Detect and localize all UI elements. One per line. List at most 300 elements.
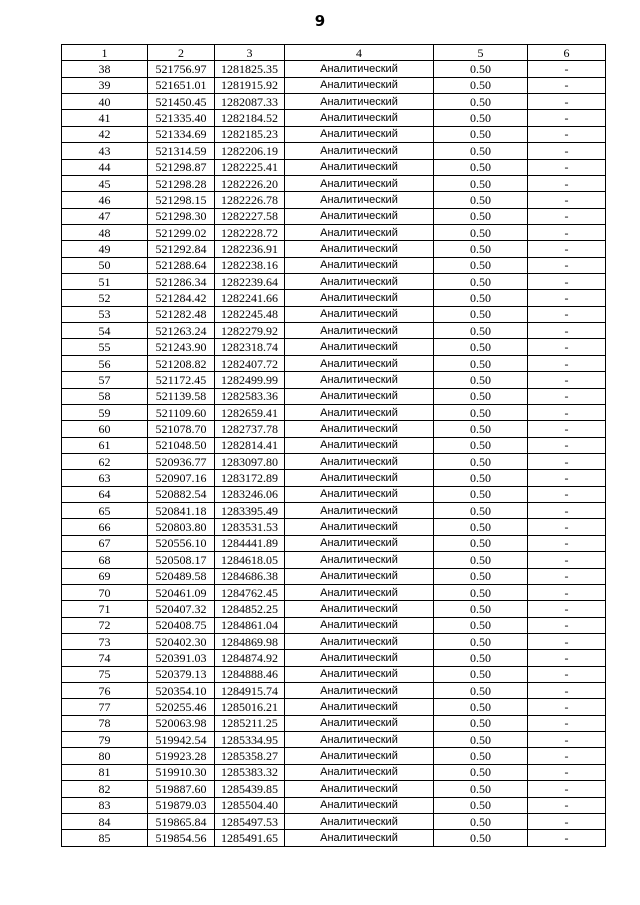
x-coordinate-cell: 520803.80: [148, 519, 215, 535]
y-coordinate-cell: 1282227.58: [215, 208, 285, 224]
accuracy-cell: 0.50: [434, 601, 528, 617]
table-header-row: [62, 45, 606, 61]
x-coordinate-cell: 520379.13: [148, 666, 215, 682]
method-cell: Аналитический: [285, 797, 434, 813]
y-coordinate-cell: 1281915.92: [215, 77, 285, 93]
table-row: [62, 568, 606, 584]
note-cell: -: [528, 781, 606, 797]
table-row: [62, 224, 606, 240]
table-row: [62, 519, 606, 535]
table-row: [62, 650, 606, 666]
method-cell: Аналитический: [285, 584, 434, 600]
table-row: [62, 404, 606, 420]
point-number-cell: 38: [62, 61, 148, 77]
method-cell: Аналитический: [285, 748, 434, 764]
x-coordinate-cell: 520508.17: [148, 552, 215, 568]
accuracy-cell: 0.50: [434, 830, 528, 846]
accuracy-cell: 0.50: [434, 159, 528, 175]
point-number-cell: 53: [62, 306, 148, 322]
table-row: [62, 552, 606, 568]
point-number-cell: 81: [62, 764, 148, 780]
note-cell: -: [528, 699, 606, 715]
note-cell: -: [528, 274, 606, 290]
point-number-cell: 58: [62, 388, 148, 404]
table-row: [62, 421, 606, 437]
note-cell: -: [528, 208, 606, 224]
x-coordinate-cell: 521243.90: [148, 339, 215, 355]
accuracy-cell: 0.50: [434, 552, 528, 568]
accuracy-cell: 0.50: [434, 470, 528, 486]
y-coordinate-cell: 1282239.64: [215, 274, 285, 290]
table-row: [62, 388, 606, 404]
point-number-cell: 78: [62, 715, 148, 731]
y-coordinate-cell: 1282241.66: [215, 290, 285, 306]
accuracy-cell: 0.50: [434, 503, 528, 519]
y-coordinate-cell: 1282226.78: [215, 192, 285, 208]
x-coordinate-cell: 519854.56: [148, 830, 215, 846]
point-number-cell: 51: [62, 274, 148, 290]
y-coordinate-cell: 1284888.46: [215, 666, 285, 682]
accuracy-cell: 0.50: [434, 126, 528, 142]
note-cell: -: [528, 601, 606, 617]
table-row: [62, 732, 606, 748]
method-cell: Аналитический: [285, 633, 434, 649]
method-cell: Аналитический: [285, 224, 434, 240]
method-cell: Аналитический: [285, 208, 434, 224]
x-coordinate-cell: 520255.46: [148, 699, 215, 715]
method-cell: Аналитический: [285, 274, 434, 290]
table-row: [62, 94, 606, 110]
x-coordinate-cell: 521651.01: [148, 77, 215, 93]
method-cell: Аналитический: [285, 355, 434, 371]
table-row: [62, 61, 606, 77]
method-cell: Аналитический: [285, 306, 434, 322]
point-number-cell: 59: [62, 404, 148, 420]
y-coordinate-cell: 1283097.80: [215, 453, 285, 469]
point-number-cell: 52: [62, 290, 148, 306]
y-coordinate-cell: 1282226.20: [215, 175, 285, 191]
method-cell: Аналитический: [285, 61, 434, 77]
table-row: [62, 192, 606, 208]
note-cell: -: [528, 110, 606, 126]
table-row: [62, 781, 606, 797]
note-cell: -: [528, 290, 606, 306]
y-coordinate-cell: 1284915.74: [215, 683, 285, 699]
x-coordinate-cell: 519865.84: [148, 813, 215, 829]
accuracy-cell: 0.50: [434, 61, 528, 77]
note-cell: -: [528, 584, 606, 600]
note-cell: -: [528, 61, 606, 77]
x-coordinate-cell: 519879.03: [148, 797, 215, 813]
x-coordinate-cell: 521284.42: [148, 290, 215, 306]
table-row: [62, 748, 606, 764]
note-cell: -: [528, 94, 606, 110]
accuracy-cell: 0.50: [434, 732, 528, 748]
table-row: [62, 77, 606, 93]
point-number-cell: 54: [62, 323, 148, 339]
x-coordinate-cell: 520407.32: [148, 601, 215, 617]
accuracy-cell: 0.50: [434, 339, 528, 355]
table-row: [62, 830, 606, 846]
x-coordinate-cell: 521172.45: [148, 372, 215, 388]
accuracy-cell: 0.50: [434, 813, 528, 829]
column-header: 2: [148, 45, 215, 61]
table-row: [62, 633, 606, 649]
x-coordinate-cell: 520841.18: [148, 503, 215, 519]
point-number-cell: 70: [62, 584, 148, 600]
y-coordinate-cell: 1285334.95: [215, 732, 285, 748]
column-header: 1: [62, 45, 148, 61]
x-coordinate-cell: 520936.77: [148, 453, 215, 469]
method-cell: Аналитический: [285, 535, 434, 551]
point-number-cell: 84: [62, 813, 148, 829]
point-number-cell: 63: [62, 470, 148, 486]
method-cell: Аналитический: [285, 650, 434, 666]
table-row: [62, 323, 606, 339]
table-row: [62, 683, 606, 699]
column-header: 4: [285, 45, 434, 61]
note-cell: -: [528, 175, 606, 191]
note-cell: -: [528, 764, 606, 780]
note-cell: -: [528, 192, 606, 208]
accuracy-cell: 0.50: [434, 323, 528, 339]
point-number-cell: 49: [62, 241, 148, 257]
y-coordinate-cell: 1282185.23: [215, 126, 285, 142]
method-cell: Аналитический: [285, 470, 434, 486]
y-coordinate-cell: 1282228.72: [215, 224, 285, 240]
table-row: [62, 355, 606, 371]
x-coordinate-cell: 520461.09: [148, 584, 215, 600]
accuracy-cell: 0.50: [434, 208, 528, 224]
accuracy-cell: 0.50: [434, 224, 528, 240]
y-coordinate-cell: 1283395.49: [215, 503, 285, 519]
y-coordinate-cell: 1283172.89: [215, 470, 285, 486]
note-cell: -: [528, 372, 606, 388]
point-number-cell: 39: [62, 77, 148, 93]
x-coordinate-cell: 521334.69: [148, 126, 215, 142]
column-header: 5: [434, 45, 528, 61]
y-coordinate-cell: 1283246.06: [215, 486, 285, 502]
method-cell: Аналитический: [285, 453, 434, 469]
note-cell: -: [528, 552, 606, 568]
x-coordinate-cell: 521263.24: [148, 323, 215, 339]
table-row: [62, 453, 606, 469]
y-coordinate-cell: 1282659.41: [215, 404, 285, 420]
table-row: [62, 241, 606, 257]
accuracy-cell: 0.50: [434, 421, 528, 437]
accuracy-cell: 0.50: [434, 192, 528, 208]
y-coordinate-cell: 1282583.36: [215, 388, 285, 404]
point-number-cell: 83: [62, 797, 148, 813]
method-cell: Аналитический: [285, 715, 434, 731]
table-row: [62, 813, 606, 829]
y-coordinate-cell: 1282279.92: [215, 323, 285, 339]
y-coordinate-cell: 1285358.27: [215, 748, 285, 764]
note-cell: -: [528, 830, 606, 846]
table-row: [62, 159, 606, 175]
table-row: [62, 617, 606, 633]
x-coordinate-cell: 521298.87: [148, 159, 215, 175]
method-cell: Аналитический: [285, 94, 434, 110]
point-number-cell: 74: [62, 650, 148, 666]
accuracy-cell: 0.50: [434, 486, 528, 502]
note-cell: -: [528, 323, 606, 339]
point-number-cell: 55: [62, 339, 148, 355]
method-cell: Аналитический: [285, 388, 434, 404]
note-cell: -: [528, 453, 606, 469]
table-row: [62, 601, 606, 617]
method-cell: Аналитический: [285, 159, 434, 175]
method-cell: Аналитический: [285, 77, 434, 93]
point-number-cell: 56: [62, 355, 148, 371]
point-number-cell: 62: [62, 453, 148, 469]
method-cell: Аналитический: [285, 421, 434, 437]
method-cell: Аналитический: [285, 568, 434, 584]
column-header: 3: [215, 45, 285, 61]
method-cell: Аналитический: [285, 617, 434, 633]
table-row: [62, 274, 606, 290]
table-row: [62, 699, 606, 715]
accuracy-cell: 0.50: [434, 650, 528, 666]
note-cell: -: [528, 306, 606, 322]
accuracy-cell: 0.50: [434, 683, 528, 699]
accuracy-cell: 0.50: [434, 94, 528, 110]
x-coordinate-cell: 520063.98: [148, 715, 215, 731]
point-number-cell: 73: [62, 633, 148, 649]
note-cell: -: [528, 813, 606, 829]
note-cell: -: [528, 617, 606, 633]
x-coordinate-cell: 521078.70: [148, 421, 215, 437]
table-row: [62, 797, 606, 813]
point-number-cell: 47: [62, 208, 148, 224]
y-coordinate-cell: 1284762.45: [215, 584, 285, 600]
method-cell: Аналитический: [285, 175, 434, 191]
accuracy-cell: 0.50: [434, 290, 528, 306]
y-coordinate-cell: 1282238.16: [215, 257, 285, 273]
point-number-cell: 40: [62, 94, 148, 110]
note-cell: -: [528, 797, 606, 813]
point-number-cell: 65: [62, 503, 148, 519]
method-cell: Аналитический: [285, 552, 434, 568]
accuracy-cell: 0.50: [434, 388, 528, 404]
point-number-cell: 80: [62, 748, 148, 764]
x-coordinate-cell: 520907.16: [148, 470, 215, 486]
note-cell: -: [528, 143, 606, 159]
accuracy-cell: 0.50: [434, 666, 528, 682]
x-coordinate-cell: 519923.28: [148, 748, 215, 764]
accuracy-cell: 0.50: [434, 241, 528, 257]
accuracy-cell: 0.50: [434, 404, 528, 420]
point-number-cell: 45: [62, 175, 148, 191]
method-cell: Аналитический: [285, 339, 434, 355]
table-row: [62, 437, 606, 453]
accuracy-cell: 0.50: [434, 453, 528, 469]
table-body: [62, 61, 606, 846]
page-number: 9: [314, 12, 326, 30]
note-cell: -: [528, 339, 606, 355]
note-cell: -: [528, 535, 606, 551]
y-coordinate-cell: 1282814.41: [215, 437, 285, 453]
y-coordinate-cell: 1285491.65: [215, 830, 285, 846]
y-coordinate-cell: 1282206.19: [215, 143, 285, 159]
table-row: [62, 143, 606, 159]
accuracy-cell: 0.50: [434, 110, 528, 126]
y-coordinate-cell: 1285383.32: [215, 764, 285, 780]
note-cell: -: [528, 519, 606, 535]
note-cell: -: [528, 437, 606, 453]
y-coordinate-cell: 1282236.91: [215, 241, 285, 257]
point-number-cell: 46: [62, 192, 148, 208]
accuracy-cell: 0.50: [434, 781, 528, 797]
accuracy-cell: 0.50: [434, 535, 528, 551]
method-cell: Аналитический: [285, 290, 434, 306]
method-cell: Аналитический: [285, 601, 434, 617]
x-coordinate-cell: 521335.40: [148, 110, 215, 126]
column-header: 6: [528, 45, 606, 61]
note-cell: -: [528, 388, 606, 404]
table-row: [62, 470, 606, 486]
y-coordinate-cell: 1285211.25: [215, 715, 285, 731]
method-cell: Аналитический: [285, 830, 434, 846]
point-number-cell: 61: [62, 437, 148, 453]
x-coordinate-cell: 520354.10: [148, 683, 215, 699]
x-coordinate-cell: 521298.28: [148, 175, 215, 191]
method-cell: Аналитический: [285, 323, 434, 339]
note-cell: -: [528, 568, 606, 584]
table-row: [62, 666, 606, 682]
accuracy-cell: 0.50: [434, 748, 528, 764]
table-row: [62, 584, 606, 600]
note-cell: -: [528, 715, 606, 731]
method-cell: Аналитический: [285, 143, 434, 159]
method-cell: Аналитический: [285, 257, 434, 273]
method-cell: Аналитический: [285, 699, 434, 715]
method-cell: Аналитический: [285, 519, 434, 535]
method-cell: Аналитический: [285, 764, 434, 780]
x-coordinate-cell: 520391.03: [148, 650, 215, 666]
note-cell: -: [528, 732, 606, 748]
point-number-cell: 79: [62, 732, 148, 748]
x-coordinate-cell: 521292.84: [148, 241, 215, 257]
method-cell: Аналитический: [285, 781, 434, 797]
note-cell: -: [528, 257, 606, 273]
method-cell: Аналитический: [285, 732, 434, 748]
coordinates-table: [61, 44, 606, 847]
method-cell: Аналитический: [285, 241, 434, 257]
y-coordinate-cell: 1284869.98: [215, 633, 285, 649]
table-row: [62, 175, 606, 191]
method-cell: Аналитический: [285, 503, 434, 519]
y-coordinate-cell: 1282318.74: [215, 339, 285, 355]
y-coordinate-cell: 1284441.89: [215, 535, 285, 551]
x-coordinate-cell: 521450.45: [148, 94, 215, 110]
x-coordinate-cell: 521314.59: [148, 143, 215, 159]
y-coordinate-cell: 1284874.92: [215, 650, 285, 666]
note-cell: -: [528, 748, 606, 764]
accuracy-cell: 0.50: [434, 519, 528, 535]
point-number-cell: 42: [62, 126, 148, 142]
method-cell: Аналитический: [285, 404, 434, 420]
note-cell: -: [528, 421, 606, 437]
accuracy-cell: 0.50: [434, 633, 528, 649]
note-cell: -: [528, 683, 606, 699]
accuracy-cell: 0.50: [434, 372, 528, 388]
accuracy-cell: 0.50: [434, 257, 528, 273]
point-number-cell: 76: [62, 683, 148, 699]
method-cell: Аналитический: [285, 110, 434, 126]
table-row: [62, 503, 606, 519]
table-row: [62, 208, 606, 224]
y-coordinate-cell: 1285016.21: [215, 699, 285, 715]
table-row: [62, 372, 606, 388]
accuracy-cell: 0.50: [434, 584, 528, 600]
y-coordinate-cell: 1282184.52: [215, 110, 285, 126]
note-cell: -: [528, 224, 606, 240]
table-row: [62, 715, 606, 731]
note-cell: -: [528, 404, 606, 420]
accuracy-cell: 0.50: [434, 715, 528, 731]
x-coordinate-cell: 521298.30: [148, 208, 215, 224]
x-coordinate-cell: 521282.48: [148, 306, 215, 322]
point-number-cell: 72: [62, 617, 148, 633]
x-coordinate-cell: 520408.75: [148, 617, 215, 633]
point-number-cell: 57: [62, 372, 148, 388]
note-cell: -: [528, 503, 606, 519]
x-coordinate-cell: 520489.58: [148, 568, 215, 584]
table-row: [62, 257, 606, 273]
table-row: [62, 306, 606, 322]
method-cell: Аналитический: [285, 666, 434, 682]
y-coordinate-cell: 1282087.33: [215, 94, 285, 110]
x-coordinate-cell: 520882.54: [148, 486, 215, 502]
y-coordinate-cell: 1285439.85: [215, 781, 285, 797]
point-number-cell: 75: [62, 666, 148, 682]
y-coordinate-cell: 1284861.04: [215, 617, 285, 633]
table-row: [62, 339, 606, 355]
method-cell: Аналитический: [285, 372, 434, 388]
note-cell: -: [528, 355, 606, 371]
x-coordinate-cell: 520556.10: [148, 535, 215, 551]
table-row: [62, 486, 606, 502]
note-cell: -: [528, 470, 606, 486]
accuracy-cell: 0.50: [434, 143, 528, 159]
point-number-cell: 82: [62, 781, 148, 797]
x-coordinate-cell: 519942.54: [148, 732, 215, 748]
point-number-cell: 44: [62, 159, 148, 175]
method-cell: Аналитический: [285, 192, 434, 208]
note-cell: -: [528, 77, 606, 93]
y-coordinate-cell: 1284686.38: [215, 568, 285, 584]
x-coordinate-cell: 521048.50: [148, 437, 215, 453]
accuracy-cell: 0.50: [434, 699, 528, 715]
y-coordinate-cell: 1284618.05: [215, 552, 285, 568]
point-number-cell: 85: [62, 830, 148, 846]
accuracy-cell: 0.50: [434, 797, 528, 813]
note-cell: -: [528, 159, 606, 175]
point-number-cell: 41: [62, 110, 148, 126]
accuracy-cell: 0.50: [434, 175, 528, 191]
y-coordinate-cell: 1282245.48: [215, 306, 285, 322]
point-number-cell: 77: [62, 699, 148, 715]
point-number-cell: 48: [62, 224, 148, 240]
y-coordinate-cell: 1282225.41: [215, 159, 285, 175]
y-coordinate-cell: 1282499.99: [215, 372, 285, 388]
accuracy-cell: 0.50: [434, 274, 528, 290]
accuracy-cell: 0.50: [434, 77, 528, 93]
y-coordinate-cell: 1282737.78: [215, 421, 285, 437]
x-coordinate-cell: 521756.97: [148, 61, 215, 77]
point-number-cell: 43: [62, 143, 148, 159]
